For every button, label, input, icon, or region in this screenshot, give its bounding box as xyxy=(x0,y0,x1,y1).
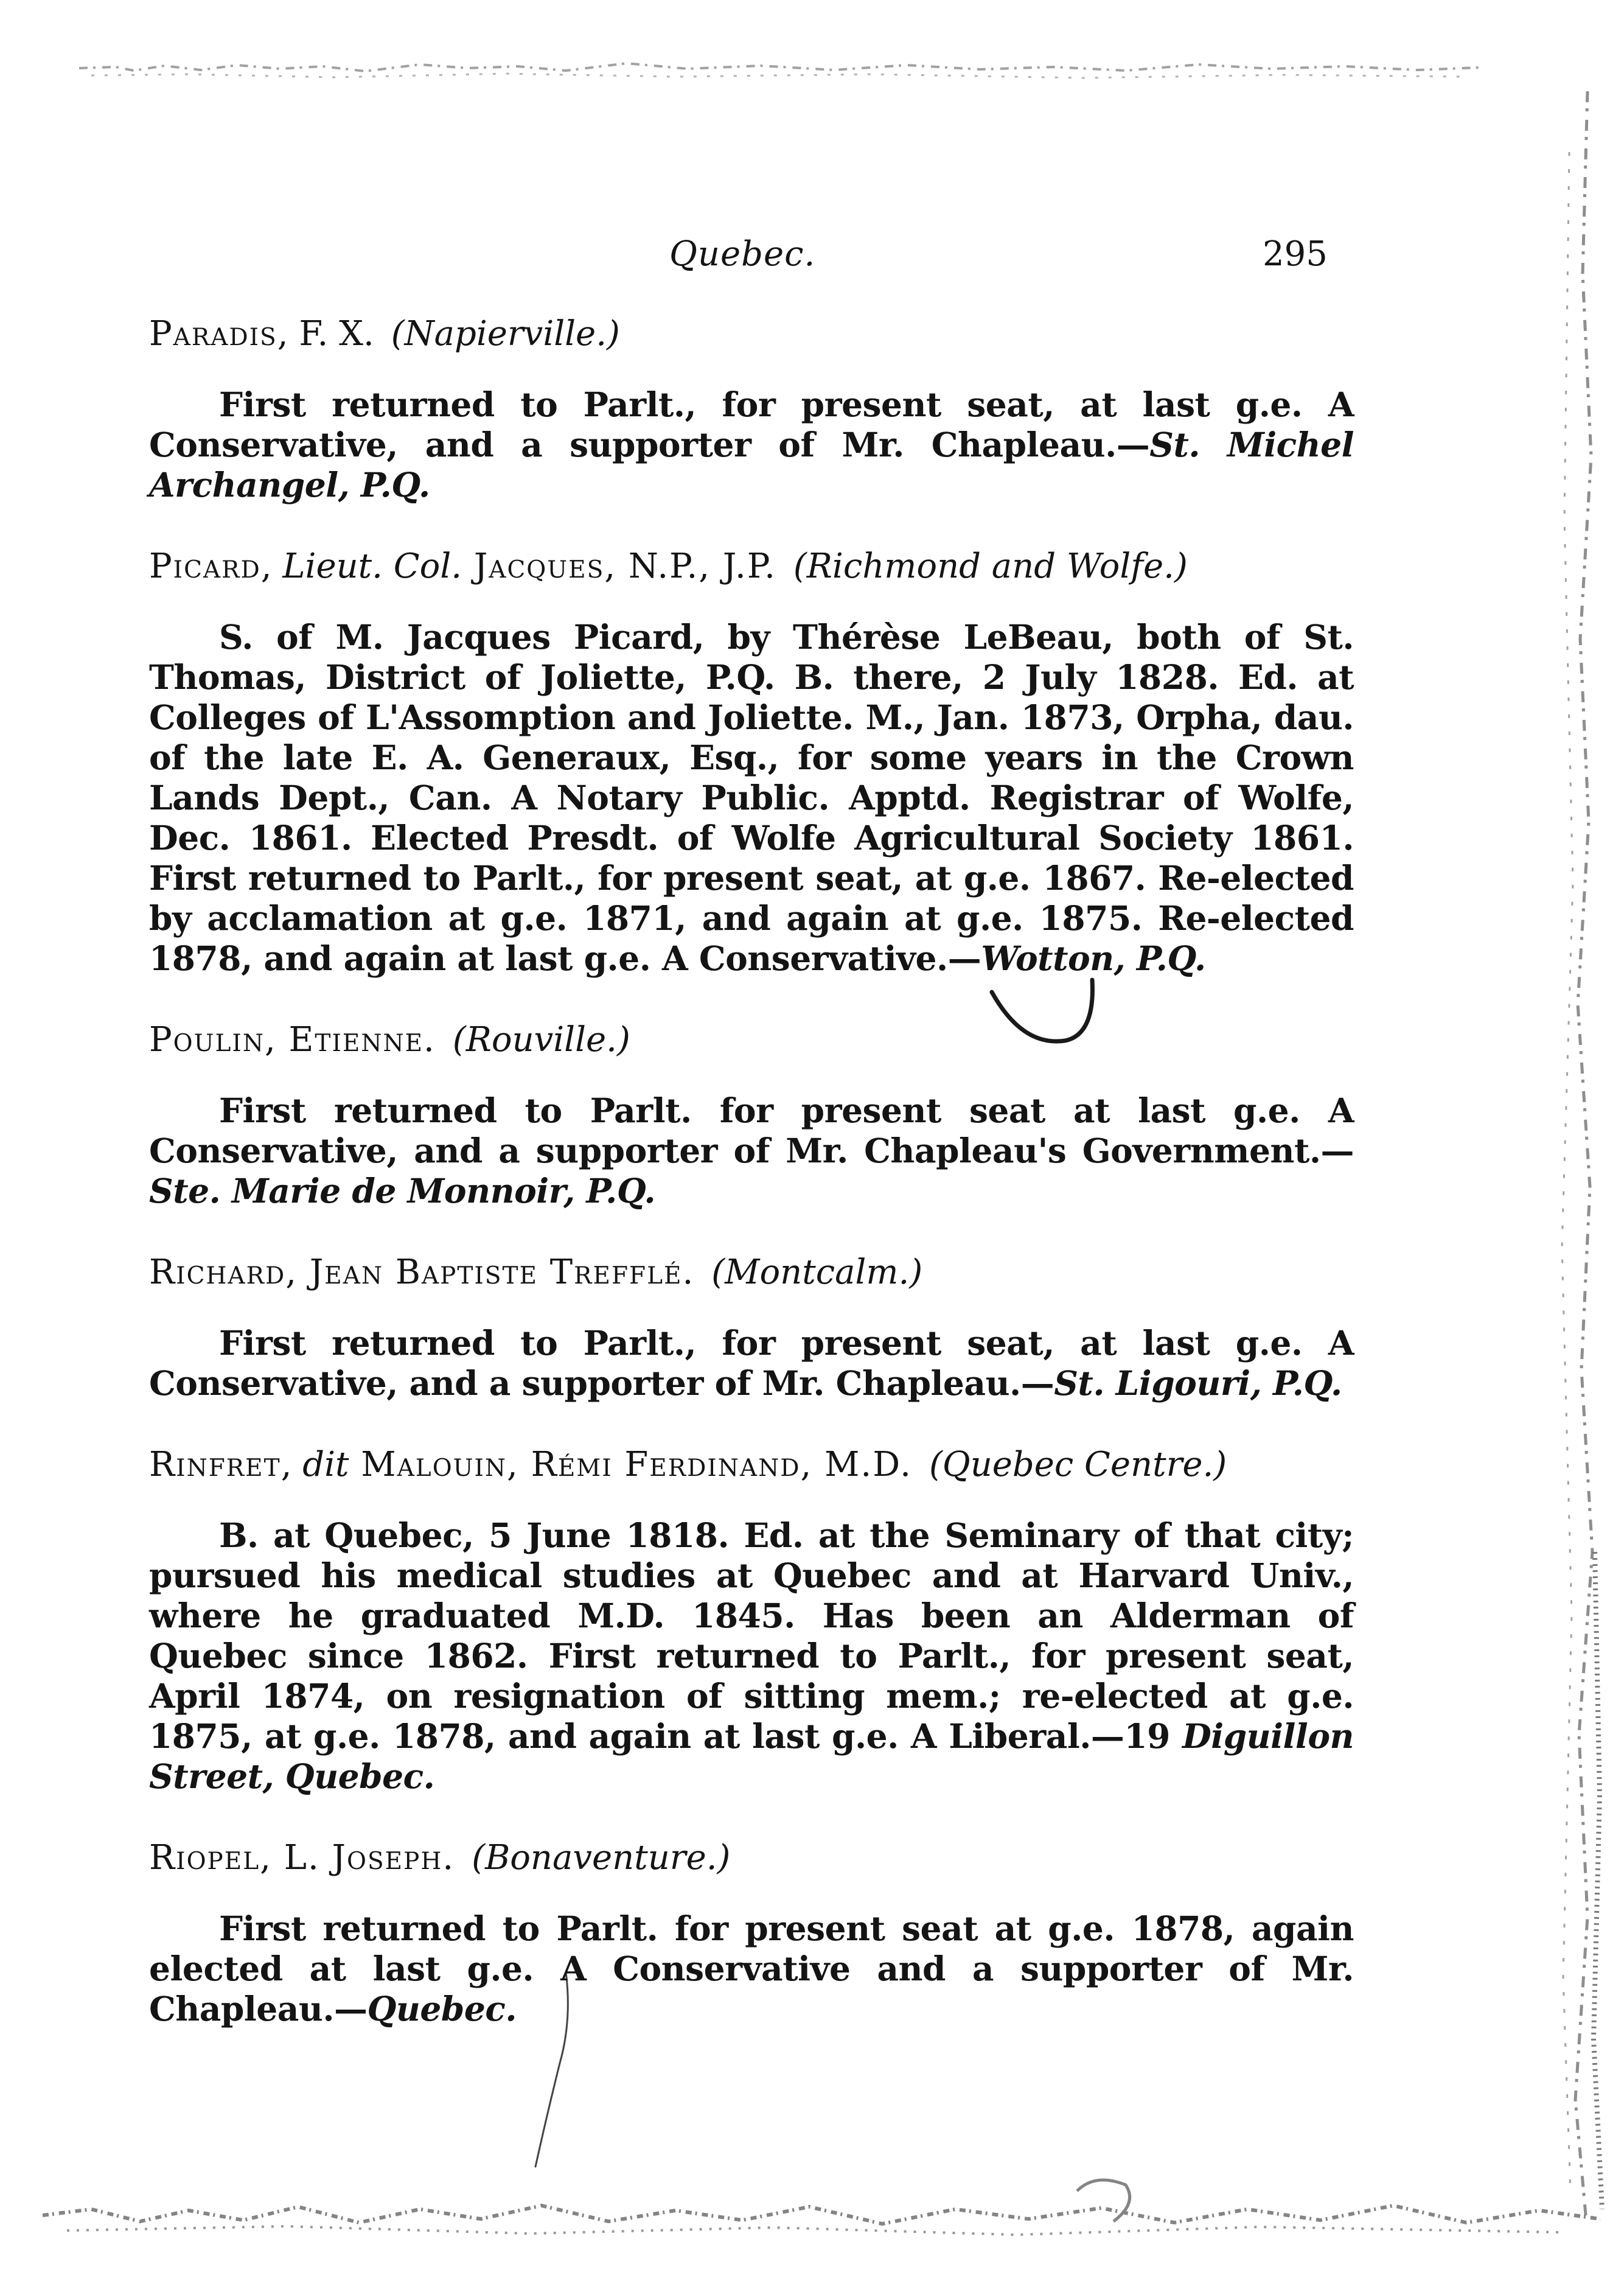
entry-heading xyxy=(149,543,1354,590)
entry-address: St. Michel Archangel, P.Q. xyxy=(149,425,1354,505)
member-surname: Riopel xyxy=(149,1838,260,1878)
entry-address: St. Ligouri, P.Q. xyxy=(1054,1363,1342,1403)
member-given-names: , Etienne. xyxy=(264,1020,436,1060)
entry-address: Diguillon Street, Quebec. xyxy=(149,1716,1354,1796)
running-head: Quebec. xyxy=(669,234,816,274)
member-title: Lieut. Col. xyxy=(282,547,462,586)
entry-riopel xyxy=(149,1834,1354,2029)
entry-body xyxy=(149,1909,1354,2029)
riding: (Quebec Centre.) xyxy=(929,1445,1227,1484)
entry-text: First returned to Parlt. for present seat at last g.e. A Conservative, and a supporter of Mr. Chapleau's Government.— xyxy=(149,1091,1354,1170)
entry-address: Quebec. xyxy=(367,1989,517,2028)
entry-text: B. at Quebec, 5 June 1818. Ed. at the Seminary of that city; pursued his medical studies at Quebec and at Harvard Univ., where he graduated M.D. 1845. Has been an Alderman of Quebec since 1862. First returned to Parlt., for present seat, April 1874, on resignation of sitting mem.; re-elected at g.e. 1875, at g.e. 1878, and again at last g.e. A Liberal.—19 xyxy=(149,1515,1354,1756)
page-content xyxy=(149,310,1354,2067)
member-surname: Poulin xyxy=(149,1020,265,1060)
entry-heading xyxy=(149,1249,1354,1296)
entry-address: Wotton, P.Q. xyxy=(981,938,1206,978)
scan-noise-right xyxy=(1551,91,1606,2221)
entry-body xyxy=(149,385,1354,505)
entry-picard xyxy=(149,543,1354,979)
member-surname: Paradis xyxy=(149,314,277,354)
member-surname: Richard xyxy=(149,1253,286,1292)
entry-body xyxy=(149,1091,1354,1211)
entry-body xyxy=(149,1323,1354,1403)
member-given-names: , xyxy=(281,1445,303,1484)
page-number: 295 xyxy=(1263,234,1328,274)
entry-body xyxy=(149,617,1354,979)
entry-heading xyxy=(149,1834,1354,1882)
entry-text: First returned to Parlt. for present seat at g.e. 1878, again elected at last g.e. A Conservative and a supporter of Mr. Chapleau.— xyxy=(149,1909,1354,2028)
entry-body xyxy=(149,1515,1354,1797)
riding: (Napierville.) xyxy=(391,314,620,354)
entry-rinfret xyxy=(149,1441,1354,1797)
entry-heading xyxy=(149,1016,1354,1064)
member-given-names: , xyxy=(260,547,283,586)
member-given-names-2: Malouin, Rémi Ferdinand, M.D. xyxy=(349,1445,912,1484)
entry-heading xyxy=(149,1441,1354,1489)
member-given-names: , F. X. xyxy=(277,314,374,354)
entry-address: Ste. Marie de Monnoir, P.Q. xyxy=(149,1171,656,1211)
member-surname: Rinfret xyxy=(149,1445,281,1484)
member-title: dit xyxy=(302,1445,349,1484)
riding: (Bonaventure.) xyxy=(472,1838,731,1878)
entry-paradis xyxy=(149,310,1354,505)
member-given-names: , Jean Baptiste Trefflé. xyxy=(285,1253,695,1292)
member-given-names: , L. Joseph. xyxy=(260,1838,455,1878)
riding: (Montcalm.) xyxy=(711,1253,923,1292)
member-surname: Picard xyxy=(149,547,261,586)
entry-text: First returned to Parlt., for present seat, at last g.e. A Conservative, and a supporter of Mr. Chapleau.— xyxy=(149,1323,1354,1403)
riding: (Rouville.) xyxy=(452,1020,630,1060)
entry-poulin xyxy=(149,1016,1354,1211)
entry-richard xyxy=(149,1249,1354,1403)
riding: (Richmond and Wolfe.) xyxy=(793,547,1188,586)
scan-noise-top xyxy=(79,50,1479,86)
entry-text: First returned to Parlt., for present seat, at last g.e. A Conservative, and a supporter of Mr. Chapleau.— xyxy=(149,385,1354,464)
entry-heading xyxy=(149,310,1354,358)
entry-text: S. of M. Jacques Picard, by Thérèse LeBeau, both of St. Thomas, District of Joliette, P.Q. B. there, 2 July 1828. Ed. at Colleges of L'Assomption and Joliette. M., Jan. 1873, Orpha, dau. of the late E. A. Generaux, Esq., for some years in the Crown Lands Dept., Can. A Notary Public. Apptd. Registrar of Wolfe, Dec. 1861. Elected Presdt. of Wolfe Agricultural Society 1861. First returned to Parlt., for present seat, at g.e. 1867. Re-elected by acclamation at g.e. 1871, and again at g.e. 1875. Re-elected 1878, and again at last g.e. A Conservative.— xyxy=(149,617,1354,978)
member-given-names-2: Jacques, N.P., J.P. xyxy=(462,547,776,586)
scan-noise-bottom xyxy=(43,2167,1600,2246)
